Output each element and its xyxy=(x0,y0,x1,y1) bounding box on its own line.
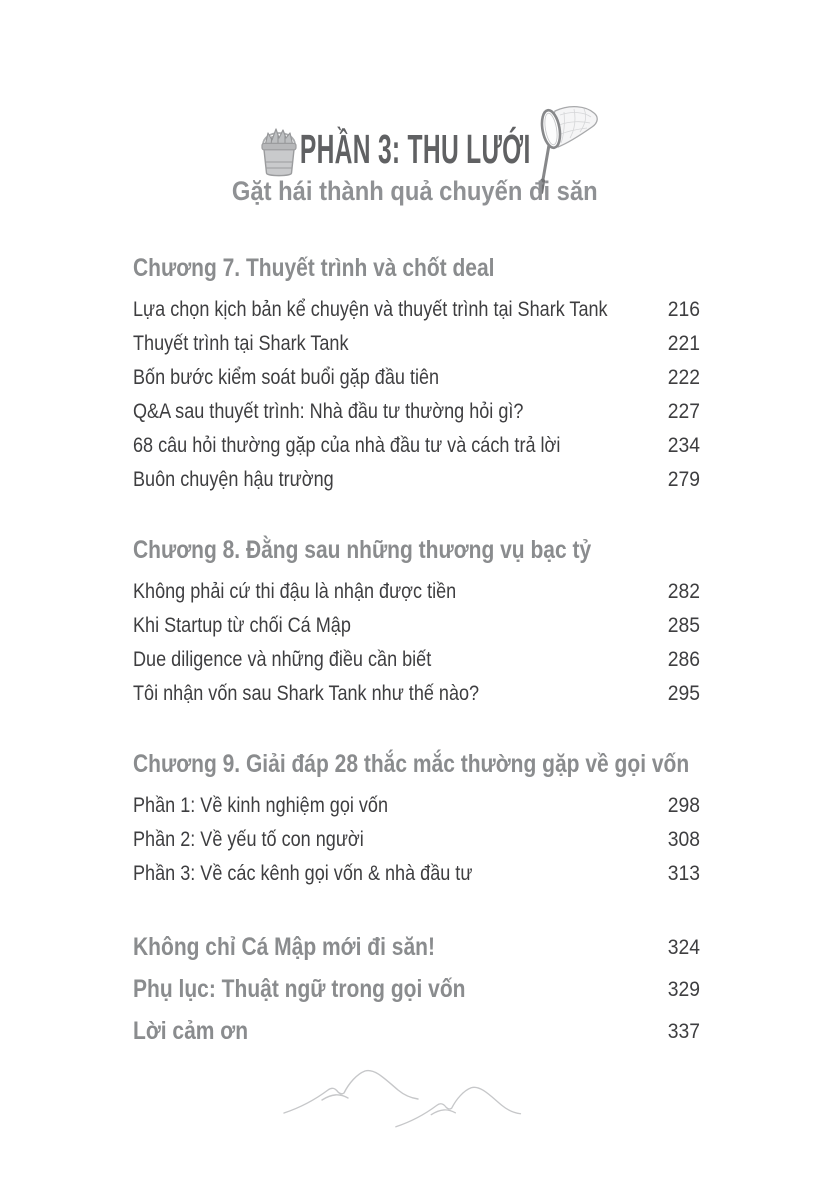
toc-entry xyxy=(133,789,700,823)
toc-entry xyxy=(133,395,700,429)
toc-section-chapter-9 xyxy=(133,748,700,891)
toc-entry-label: Q&A sau thuyết trình: Nhà đầu tư thường hỏi gì? xyxy=(133,400,524,423)
toc-standalone-label: Không chỉ Cá Mập mới đi săn! xyxy=(133,933,435,961)
toc-entry-page: 279 xyxy=(667,468,700,491)
toc-entry-label: Buôn chuyện hậu trường xyxy=(133,468,334,491)
waves-icon xyxy=(282,1067,552,1129)
toc-entry-page: 221 xyxy=(667,332,700,355)
toc-entry xyxy=(133,677,700,711)
toc-entry-label: Phần 2: Về yếu tố con người xyxy=(133,828,364,851)
toc-entry-page: 295 xyxy=(667,682,700,705)
toc-entry-label: Bốn bước kiểm soát buổi gặp đầu tiên xyxy=(133,366,440,389)
toc-entry-label: Không phải cứ thi đậu là nhận được tiền xyxy=(133,580,457,603)
toc-entry-page: 329 xyxy=(667,978,700,1001)
toc-entry-label: Lựa chọn kịch bản kể chuyện và thuyết trình tại Shark Tank xyxy=(133,298,608,321)
toc-entry xyxy=(133,609,700,643)
toc-entry xyxy=(133,857,700,891)
toc-entry-label: Tôi nhận vốn sau Shark Tank như thế nào? xyxy=(133,682,480,705)
toc-entry-page: 222 xyxy=(667,366,700,389)
toc-entry-page: 298 xyxy=(667,794,700,817)
toc-entry-page: 227 xyxy=(667,400,700,423)
toc-content xyxy=(133,252,700,1134)
toc-entry-label: Khi Startup từ chối Cá Mập xyxy=(133,614,351,637)
section-heading: Chương 8. Đằng sau những thương vụ bạc tỷ xyxy=(133,536,592,564)
toc-entry-label: Phần 1: Về kinh nghiệm gọi vốn xyxy=(133,794,389,817)
toc-entry xyxy=(133,361,700,395)
toc-standalone-entry xyxy=(133,927,700,969)
toc-section-chapter-8 xyxy=(133,534,700,711)
toc-entry xyxy=(133,643,700,677)
toc-entry-page: 216 xyxy=(667,298,700,321)
toc-entry-page: 286 xyxy=(667,648,700,671)
toc-entry-label: Thuyết trình tại Shark Tank xyxy=(133,332,349,355)
toc-entry-page: 285 xyxy=(667,614,700,637)
section-heading: Chương 7. Thuyết trình và chốt deal xyxy=(133,254,495,282)
toc-entry xyxy=(133,293,700,327)
toc-standalone-entry xyxy=(133,969,700,1011)
toc-entry-label: Due diligence và những điều cần biết xyxy=(133,648,432,671)
toc-standalone-group xyxy=(133,927,700,1053)
toc-entry-label: 68 câu hỏi thường gặp của nhà đầu tư và cách trả lời xyxy=(133,434,561,457)
toc-entry-label: Phần 3: Về các kênh gọi vốn & nhà đầu tư xyxy=(133,862,473,885)
toc-entry-page: 234 xyxy=(667,434,700,457)
toc-section-chapter-7 xyxy=(133,252,700,497)
toc-entry xyxy=(133,575,700,609)
toc-entry xyxy=(133,429,700,463)
toc-entry-page: 282 xyxy=(667,580,700,603)
toc-entry-page: 313 xyxy=(667,862,700,885)
toc-entry xyxy=(133,463,700,497)
toc-entry xyxy=(133,823,700,857)
toc-entry-page: 337 xyxy=(667,1020,700,1043)
section-heading: Chương 9. Giải đáp 28 thắc mắc thường gặp về gọi vốn xyxy=(133,750,690,778)
waves-decoration xyxy=(133,1067,700,1134)
toc-standalone-label: Phụ lục: Thuật ngữ trong gọi vốn xyxy=(133,975,466,1003)
toc-standalone-label: Lời cảm ơn xyxy=(133,1017,249,1045)
toc-entry-page: 308 xyxy=(667,828,700,851)
toc-entry-page: 324 xyxy=(667,936,700,959)
toc-standalone-entry xyxy=(133,1011,700,1053)
part-subtitle: Gặt hái thành quả chuyến đi săn xyxy=(232,176,598,206)
toc-entry xyxy=(133,327,700,361)
part-title: PHẦN 3: THU LƯỚI xyxy=(299,126,531,172)
